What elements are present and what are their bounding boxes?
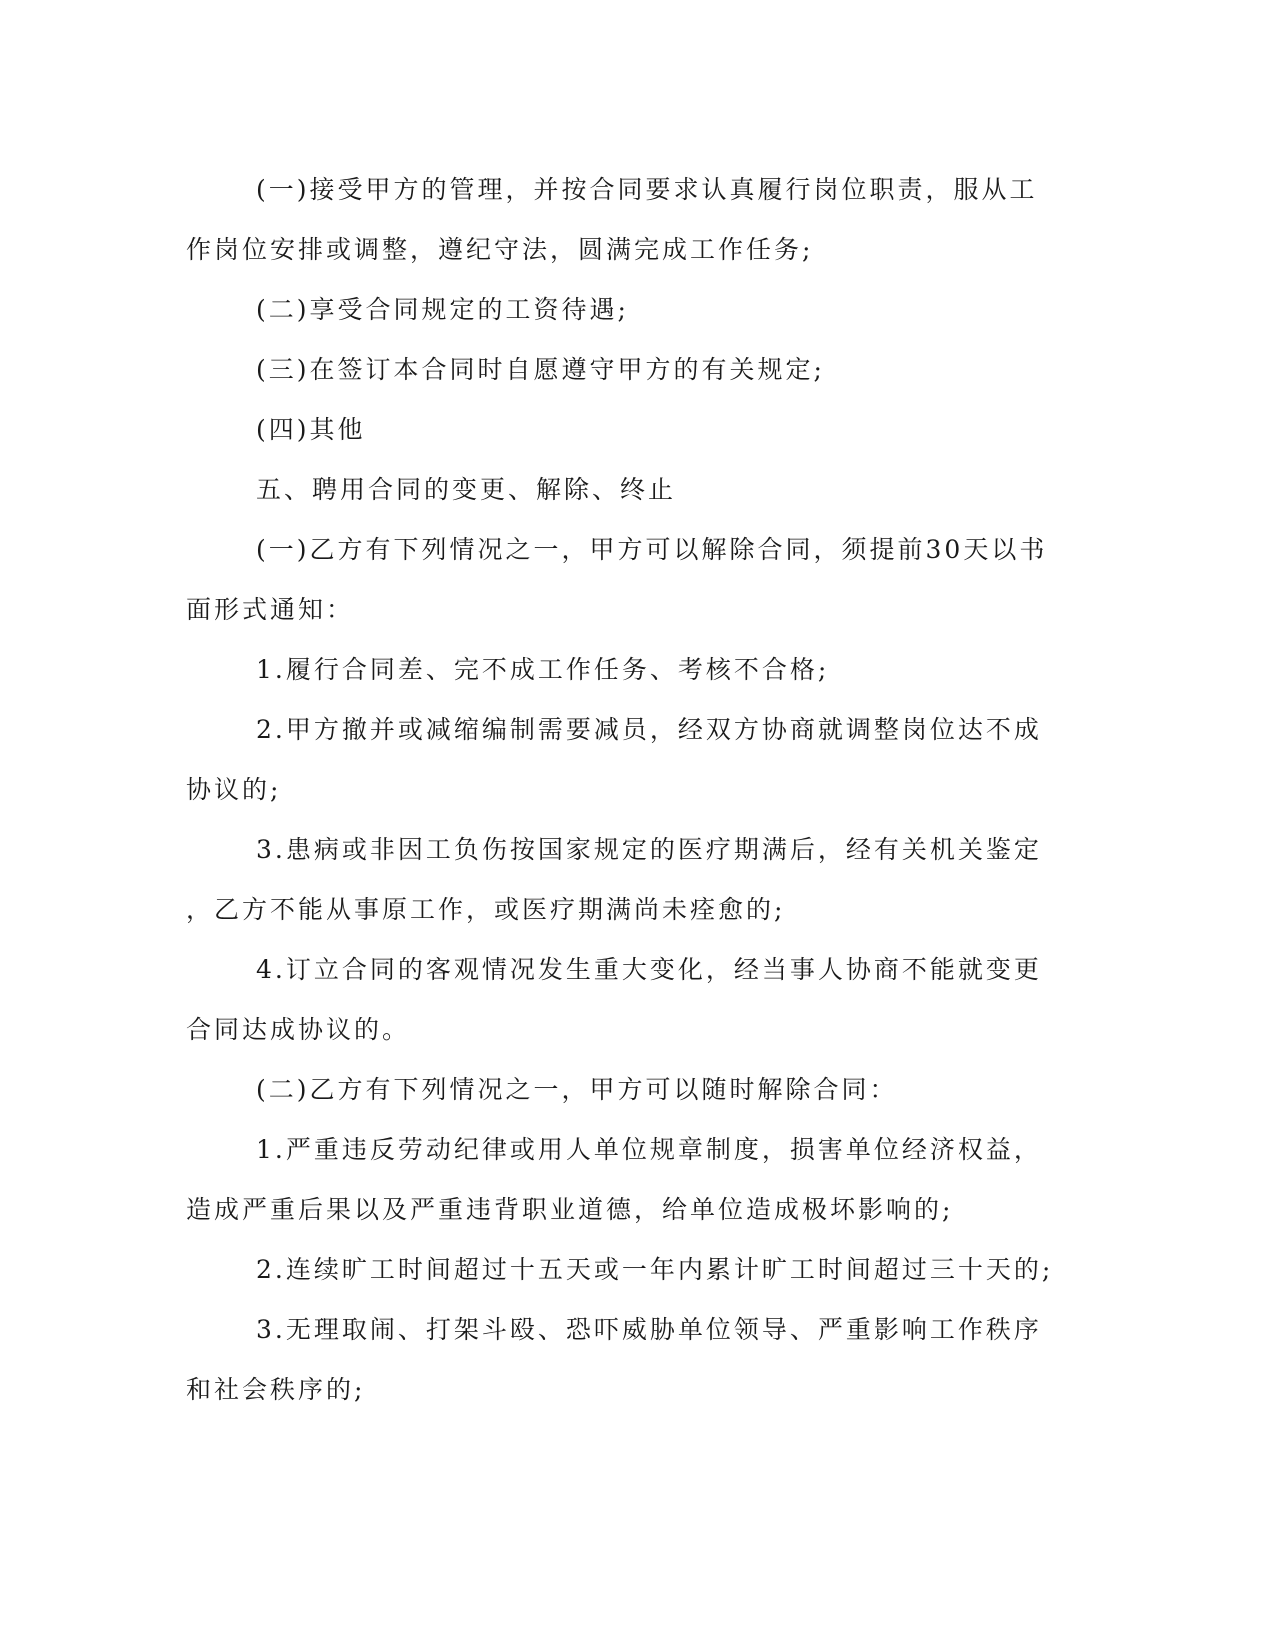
paragraph-line: 作岗位安排或调整，遵纪守法，圆满完成工作任务; bbox=[186, 235, 814, 264]
paragraph-line: 造成严重后果以及严重违背职业道德，给单位造成极坏影响的; bbox=[186, 1195, 954, 1224]
paragraph-line: (一)乙方有下列情况之一，甲方可以解除合同，须提前30天以书 bbox=[256, 535, 1048, 564]
paragraph-line: 4.订立合同的客观情况发生重大变化，经当事人协商不能就变更 bbox=[256, 955, 1042, 984]
paragraph-line: 3.无理取闹、打架斗殴、恐吓威胁单位领导、严重影响工作秩序 bbox=[256, 1315, 1042, 1344]
paragraph-line: (三)在签订本合同时自愿遵守甲方的有关规定; bbox=[256, 355, 825, 384]
paragraph-line: 面形式通知： bbox=[186, 595, 355, 624]
paragraph-line: 1.严重违反劳动纪律或用人单位规章制度，损害单位经济权益， bbox=[256, 1135, 1042, 1164]
document-body bbox=[186, 160, 1056, 1420]
section-heading: 五、聘用合同的变更、解除、终止 bbox=[256, 475, 677, 504]
paragraph-line: 2.甲方撤并或减缩编制需要减员，经双方协商就调整岗位达不成 bbox=[256, 715, 1042, 744]
paragraph-line: 2.连续旷工时间超过十五天或一年内累计旷工时间超过三十天的; bbox=[256, 1255, 1054, 1284]
paragraph-line: 协议的; bbox=[186, 775, 282, 804]
paragraph-line: (二)乙方有下列情况之一，甲方可以随时解除合同： bbox=[256, 1075, 898, 1104]
paragraph-line: (一)接受甲方的管理，并按合同要求认真履行岗位职责，服从工 bbox=[256, 175, 1038, 204]
paragraph-line: (二)享受合同规定的工资待遇; bbox=[256, 295, 629, 324]
paragraph-line: (四)其他 bbox=[256, 415, 366, 444]
paragraph-line: 3.患病或非因工负伤按国家规定的医疗期满后，经有关机关鉴定 bbox=[256, 835, 1042, 864]
paragraph-line: 1.履行合同差、完不成工作任务、考核不合格; bbox=[256, 655, 830, 684]
paragraph-line: 合同达成协议的。 bbox=[186, 1015, 411, 1044]
paragraph-line: 和社会秩序的; bbox=[186, 1375, 366, 1404]
paragraph-line: ，乙方不能从事原工作，或医疗期满尚未痊愈的; bbox=[186, 895, 786, 924]
